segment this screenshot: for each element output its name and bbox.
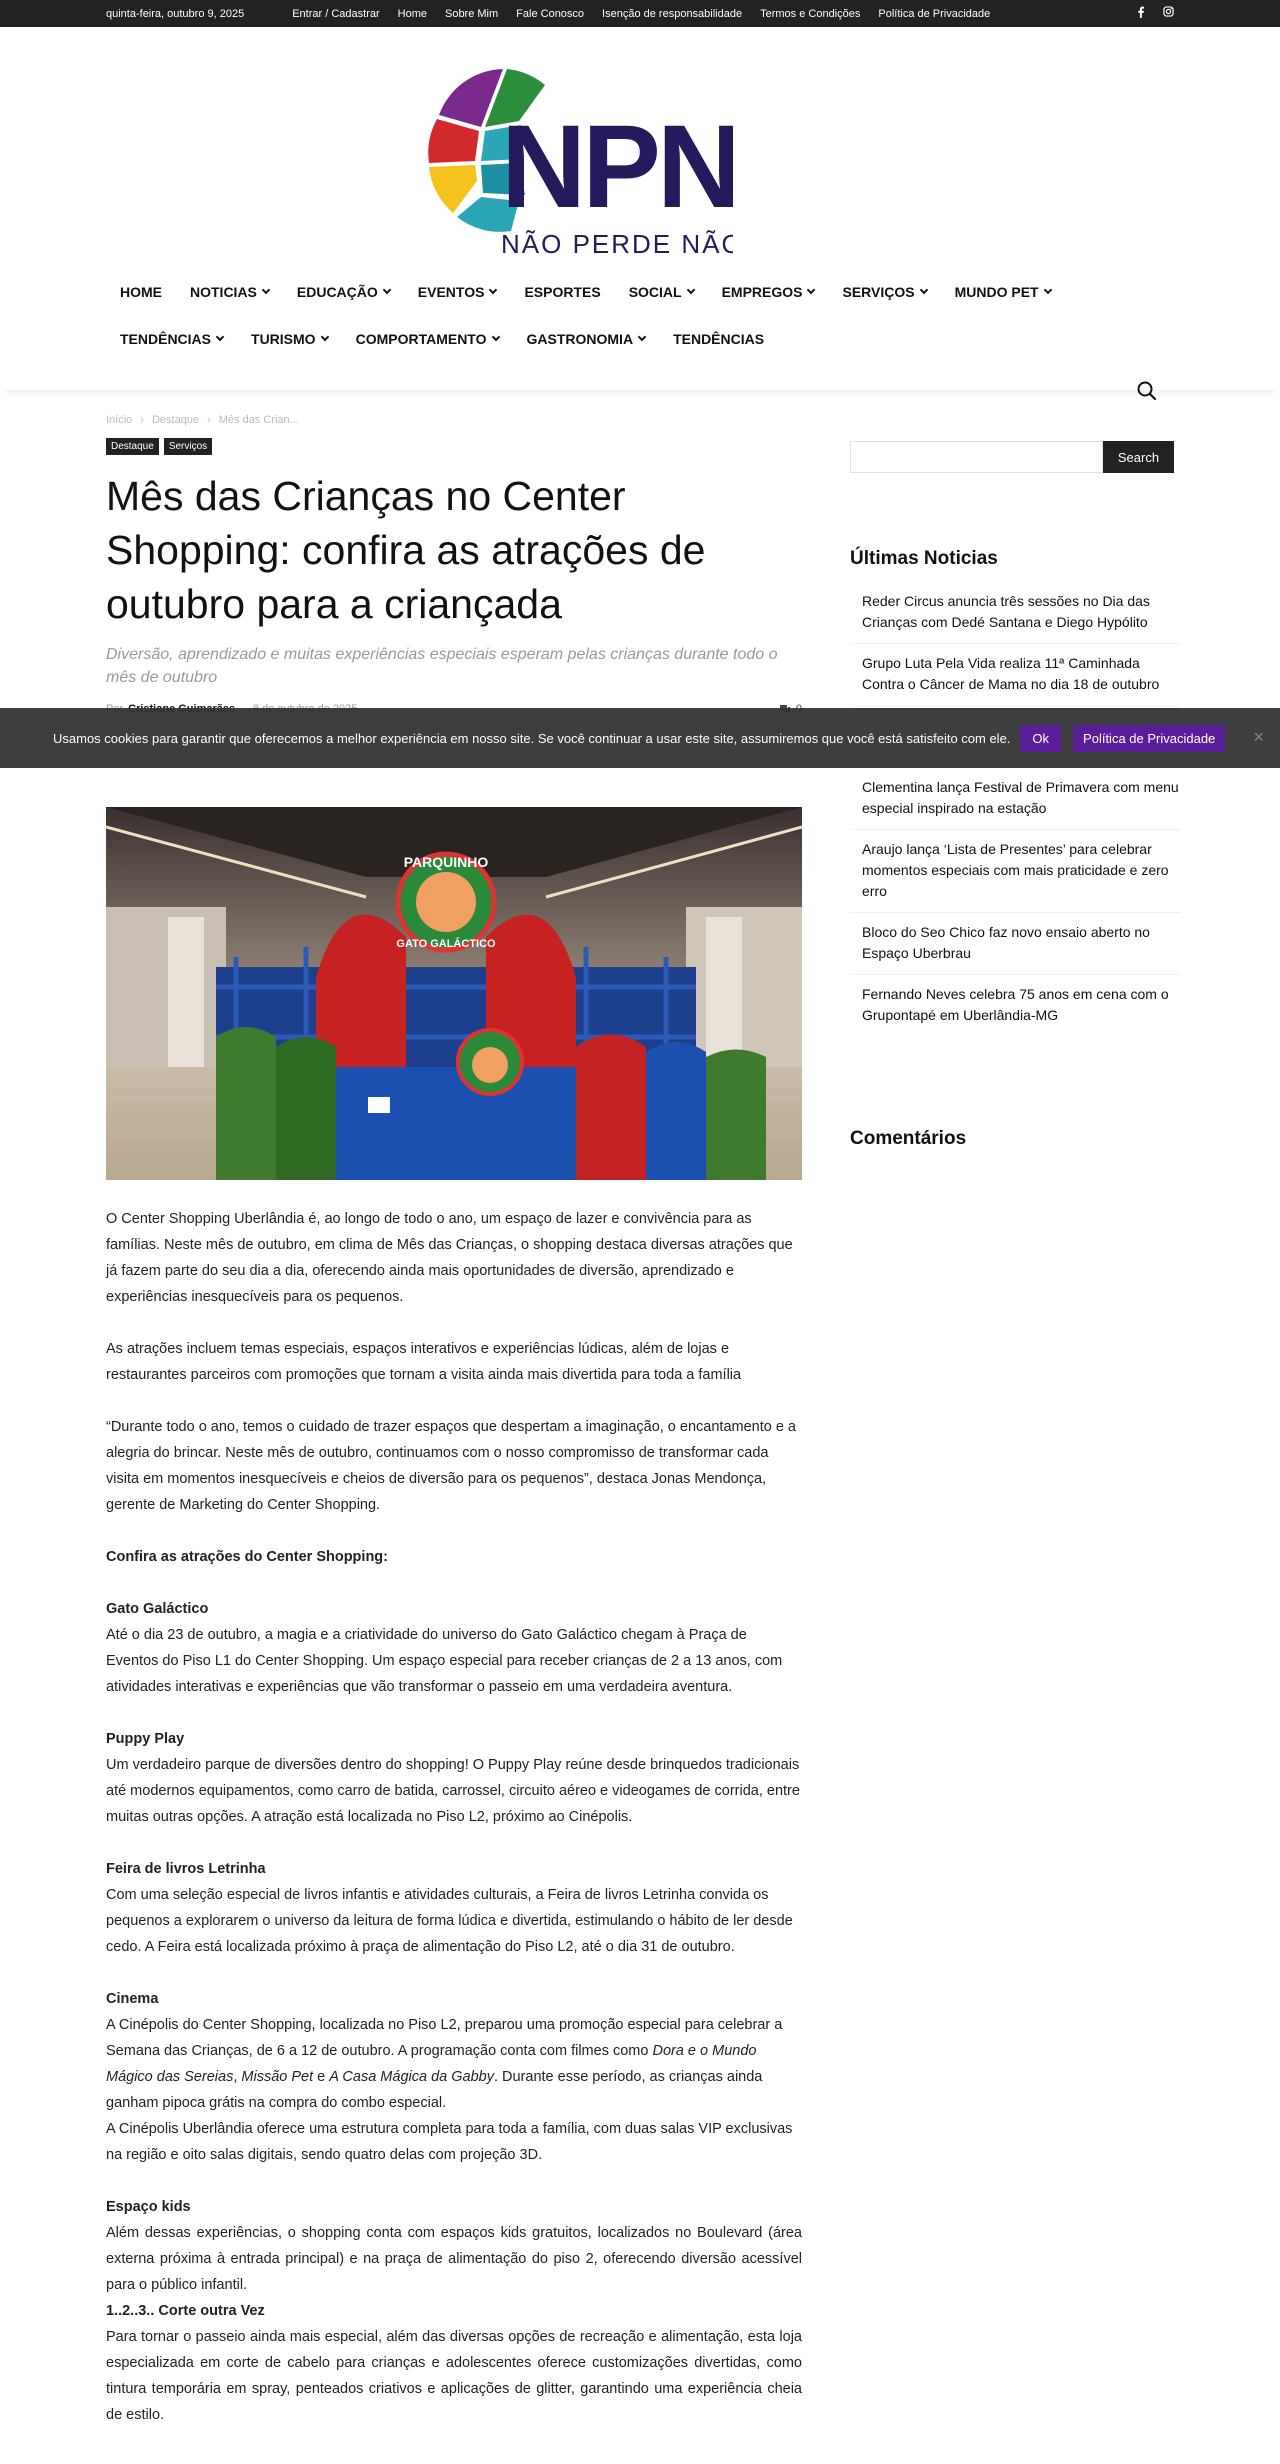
nav-item-noticias[interactable]: NOTICIAS (176, 272, 283, 312)
chevron-down-icon (919, 286, 927, 294)
section-text: A Cinépolis Uberlândia oferece uma estrutura completa para toda a família, com duas salas VIP exclusivas na região e oito salas digitais, sendo quatro delas com projeção 3D. (106, 2121, 793, 2163)
facebook-icon[interactable] (1137, 6, 1145, 21)
chevron-down-icon (638, 333, 646, 341)
chevron-down-icon (262, 286, 270, 294)
top-bar (0, 0, 1280, 27)
nav-item-eventos[interactable]: EVENTOS (404, 272, 511, 312)
film-title: Missão Pet (241, 2069, 314, 2085)
logo-text: NPN (501, 101, 733, 233)
section-text: A Cinépolis do Center Shopping, localizada no Piso L2, preparou uma promoção especial para celebrar a Semana das Crianças, de 6 a 12 de outubro. A programação conta com filmes como Dora e o Mundo Mágico das Sereias, Missão Pet e A Casa Mágica da Gabby. Durante esse período, as crianças ainda ganham pipoca grátis na compra do combo especial. (106, 2017, 783, 2111)
chevron-down-icon (216, 333, 224, 341)
nav-item-home[interactable]: HOME (120, 284, 162, 300)
top-links (292, 8, 990, 20)
section-text: Um verdadeiro parque de diversões dentro do shopping! O Puppy Play reúne desde brinquedos tradicionais até modernos equipamentos, como carro de batida, carrossel, circuito aéreo e videogames de corrida, entre muitas outras opções. A atração está localizada no Piso L2, próximo ao Cinépolis. (106, 1757, 800, 1825)
current-date: quinta-feira, outubro 9, 2025 (106, 7, 245, 20)
logo-tagline: NÃO PERDE NÃO (501, 229, 733, 259)
nav-item-tendencias[interactable]: TENDÊNCIAS (106, 319, 237, 359)
nav-item-tendencias-2[interactable]: TENDÊNCIAS (673, 331, 765, 347)
top-link-terms[interactable]: Termos e Condições (760, 7, 861, 20)
top-link-login[interactable]: Entrar / Cadastrar (292, 7, 380, 20)
latest-news-item[interactable]: Bloco do Seo Chico faz novo ensaio aberto no Espaço Uberbrau (850, 913, 1180, 975)
section-text: Até o dia 23 de outubro, a magia e a criatividade do universo do Gato Galáctico chegam à Praça de Eventos do Piso L1 do Center Shopping. Um espaço especial para receber crianças de 2 a 13 anos, com atividades interativas e experiências que vão transformar o passeio em uma verdadeira aventura. (106, 1627, 783, 1695)
close-icon[interactable]: × (1253, 727, 1264, 747)
cookie-notice (0, 708, 1280, 768)
section-puppy (106, 1726, 802, 1830)
chevron-down-icon (320, 333, 328, 341)
section-corte (106, 2298, 802, 2428)
section-gato (106, 1596, 802, 1700)
breadcrumb-current: Mês das Crian... (218, 414, 299, 426)
section-text: Com uma seleção especial de livros infantis e atividades culturais, a Feira de livros Letrinha convida os pequenos a explorarem o universo da leitura de forma lúdica e divertida, estimulando o hábito de ler desde cedo. A Feira está localizada próximo à praça de alimentação do Piso L2, até o dia 31 de outubro. (106, 1887, 793, 1955)
section-title: Feira de livros Letrinha (106, 1861, 266, 1877)
attractions-heading: Confira as atrações do Center Shopping: (106, 1549, 388, 1565)
nav-item-servicos[interactable]: SERVIÇOS (828, 272, 940, 312)
section-title: 1..2..3.. Corte outra Vez (106, 2303, 265, 2319)
sidebar-search (850, 441, 1180, 473)
chevron-down-icon (491, 333, 499, 341)
nav-item-empregos[interactable]: EMPREGOS (708, 272, 829, 312)
nav-item-mundo-pet[interactable]: MUNDO PET (941, 272, 1065, 312)
breadcrumb-home[interactable]: Início (106, 414, 133, 426)
top-link-about[interactable]: Sobre Mim (444, 7, 499, 20)
breadcrumb-category[interactable]: Destaque (151, 414, 200, 426)
cookie-ok-button[interactable]: Ok (1020, 725, 1061, 752)
latest-news-title: Últimas Noticias (850, 548, 998, 569)
featured-image (106, 807, 802, 1180)
top-link-home[interactable]: Home (397, 7, 427, 20)
nav-item-gastronomia[interactable]: GASTRONOMIA (513, 319, 660, 359)
film-title: A Casa Mágica da Gabby (329, 2069, 494, 2085)
main-nav-row-1 (106, 272, 1174, 312)
section-text: Para tornar o passeio ainda mais especial, além das diversas opções de recreação e alimentação, esta loja especializada em corte de cabelo para crianças e adolescentes oferece customizações divertidas, como tintura temporária em spray, penteados criativos e aplicações de glitter, garantindo uma experiência cheia de estilo. (106, 2329, 802, 2423)
cookie-message: Usamos cookies para garantir que oferecemos a melhor experiência em nosso site. Se você continuar a usar este site, assumiremos que você está satisfeito com ele. (53, 730, 1011, 746)
tag-destaque[interactable]: Destaque (106, 438, 159, 455)
latest-news-item[interactable]: Clementina lança Festival de Primavera com menu especial inspirado na estação (850, 768, 1180, 830)
latest-news-item[interactable]: Grupo Luta Pela Vida realiza 11ª Caminhada Contra o Câncer de Mama no dia 18 de outubro (850, 644, 1180, 706)
section-title: Espaço kids (106, 2199, 191, 2215)
chevron-down-icon (489, 286, 497, 294)
article-subtitle: Diversão, aprendizado e muitas experiências especiais esperam pelas crianças durante todo o mês de outubro (106, 646, 778, 686)
site-logo[interactable] (423, 55, 733, 265)
nav-item-educacao[interactable]: EDUCAÇÃO (283, 272, 404, 312)
section-cinema (106, 1986, 802, 2168)
section-kids (106, 2194, 802, 2298)
breadcrumb (106, 414, 802, 426)
latest-news-item[interactable]: Fernando Neves celebra 75 anos em cena com o Grupontapé em Uberlândia-MG (862, 986, 1169, 1023)
latest-news-list (850, 582, 1180, 1036)
sidebar-search-input[interactable] (850, 441, 1103, 473)
article-title: Mês das Crianças no Center Shopping: confira as atrações de outubro para a criançada (106, 473, 706, 627)
top-link-contact[interactable]: Fale Conosco (516, 7, 585, 20)
article-paragraph: O Center Shopping Uberlândia é, ao longo de todo o ano, um espaço de lazer e convivência para as famílias. Neste mês de outubro, em clima de Mês das Crianças, o shopping destaca diversas atrações que já fazem parte do seu dia a dia, oferecendo ainda mais oportunidades de diversão, aprendizado e experiências inesquecíveis para os pequenos. (106, 1211, 793, 1305)
article-body (106, 1206, 802, 2428)
article-paragraph: As atrações incluem temas especiais, espaços interativos e experiências lúdicas, além de lojas e restaurantes parceiros com promoções que tornam a visita ainda mais divertida para toda a família (106, 1341, 742, 1383)
chevron-down-icon (383, 286, 391, 294)
nav-item-esportes[interactable]: ESPORTES (524, 284, 601, 300)
top-link-disclaimer[interactable]: Isenção de responsabilidade (602, 7, 743, 20)
nav-item-comportamento[interactable]: COMPORTAMENTO (342, 319, 513, 359)
section-title: Cinema (106, 1991, 159, 2007)
tag-servicos[interactable]: Serviços (164, 438, 212, 455)
nav-item-social[interactable]: SOCIAL (615, 272, 708, 312)
latest-news-item[interactable]: Araujo lança ‘Lista de Presentes’ para celebrar momentos especiais com mais praticidade e zero erro (850, 830, 1180, 913)
sign-top-text: PARQUINHO (403, 854, 489, 870)
section-feira (106, 1856, 802, 1960)
social-links (1137, 6, 1174, 21)
cookie-policy-button[interactable]: Política de Privacidade (1073, 725, 1225, 752)
article-column (106, 388, 802, 2428)
instagram-icon[interactable] (1163, 6, 1174, 21)
chevron-down-icon (1043, 286, 1051, 294)
breadcrumb-separator: › (207, 414, 211, 426)
sign-bottom-text: GATO GALÁCTICO (396, 938, 496, 950)
breadcrumb-separator: › (140, 414, 144, 426)
chevron-down-icon (807, 286, 815, 294)
article-paragraph: “Durante todo o ano, temos o cuidado de trazer espaços que despertam a imaginação, o encantamento e a alegria do brincar. Neste mês de outubro, continuamos com o nosso compromisso de transformar cada visita em momentos inesquecíveis e cheios de diversão para os pequenos”, destaca Jonas Mendonça, gerente de Marketing do Center Shopping. (106, 1419, 796, 1513)
latest-news-widget (850, 548, 1180, 1036)
latest-news-item[interactable]: Reder Circus anuncia três sessões no Dia das Crianças com Dedé Santana e Diego Hypólito (850, 582, 1180, 644)
site-header (0, 27, 1280, 390)
section-title: Gato Galáctico (106, 1601, 209, 1617)
film-title: Dora e o Mundo Mágico das Sereias (106, 2043, 757, 2085)
category-tags (106, 438, 802, 455)
main-nav-row-2 (106, 319, 1174, 359)
chevron-down-icon (686, 286, 694, 294)
nav-item-turismo[interactable]: TURISMO (237, 319, 342, 359)
section-title: Puppy Play (106, 1731, 185, 1747)
section-text: Além dessas experiências, o shopping conta com espaços kids gratuitos, localizados no Boulevard (área externa próxima à entrada principal) e na praça de alimentação do piso 2, oferecendo diversão acessível para o público infantil. (106, 2225, 802, 2293)
top-link-privacy[interactable]: Política de Privacidade (878, 7, 991, 20)
comments-widget-title: Comentários (850, 1128, 967, 1149)
sidebar-search-button[interactable]: Search (1103, 441, 1174, 473)
